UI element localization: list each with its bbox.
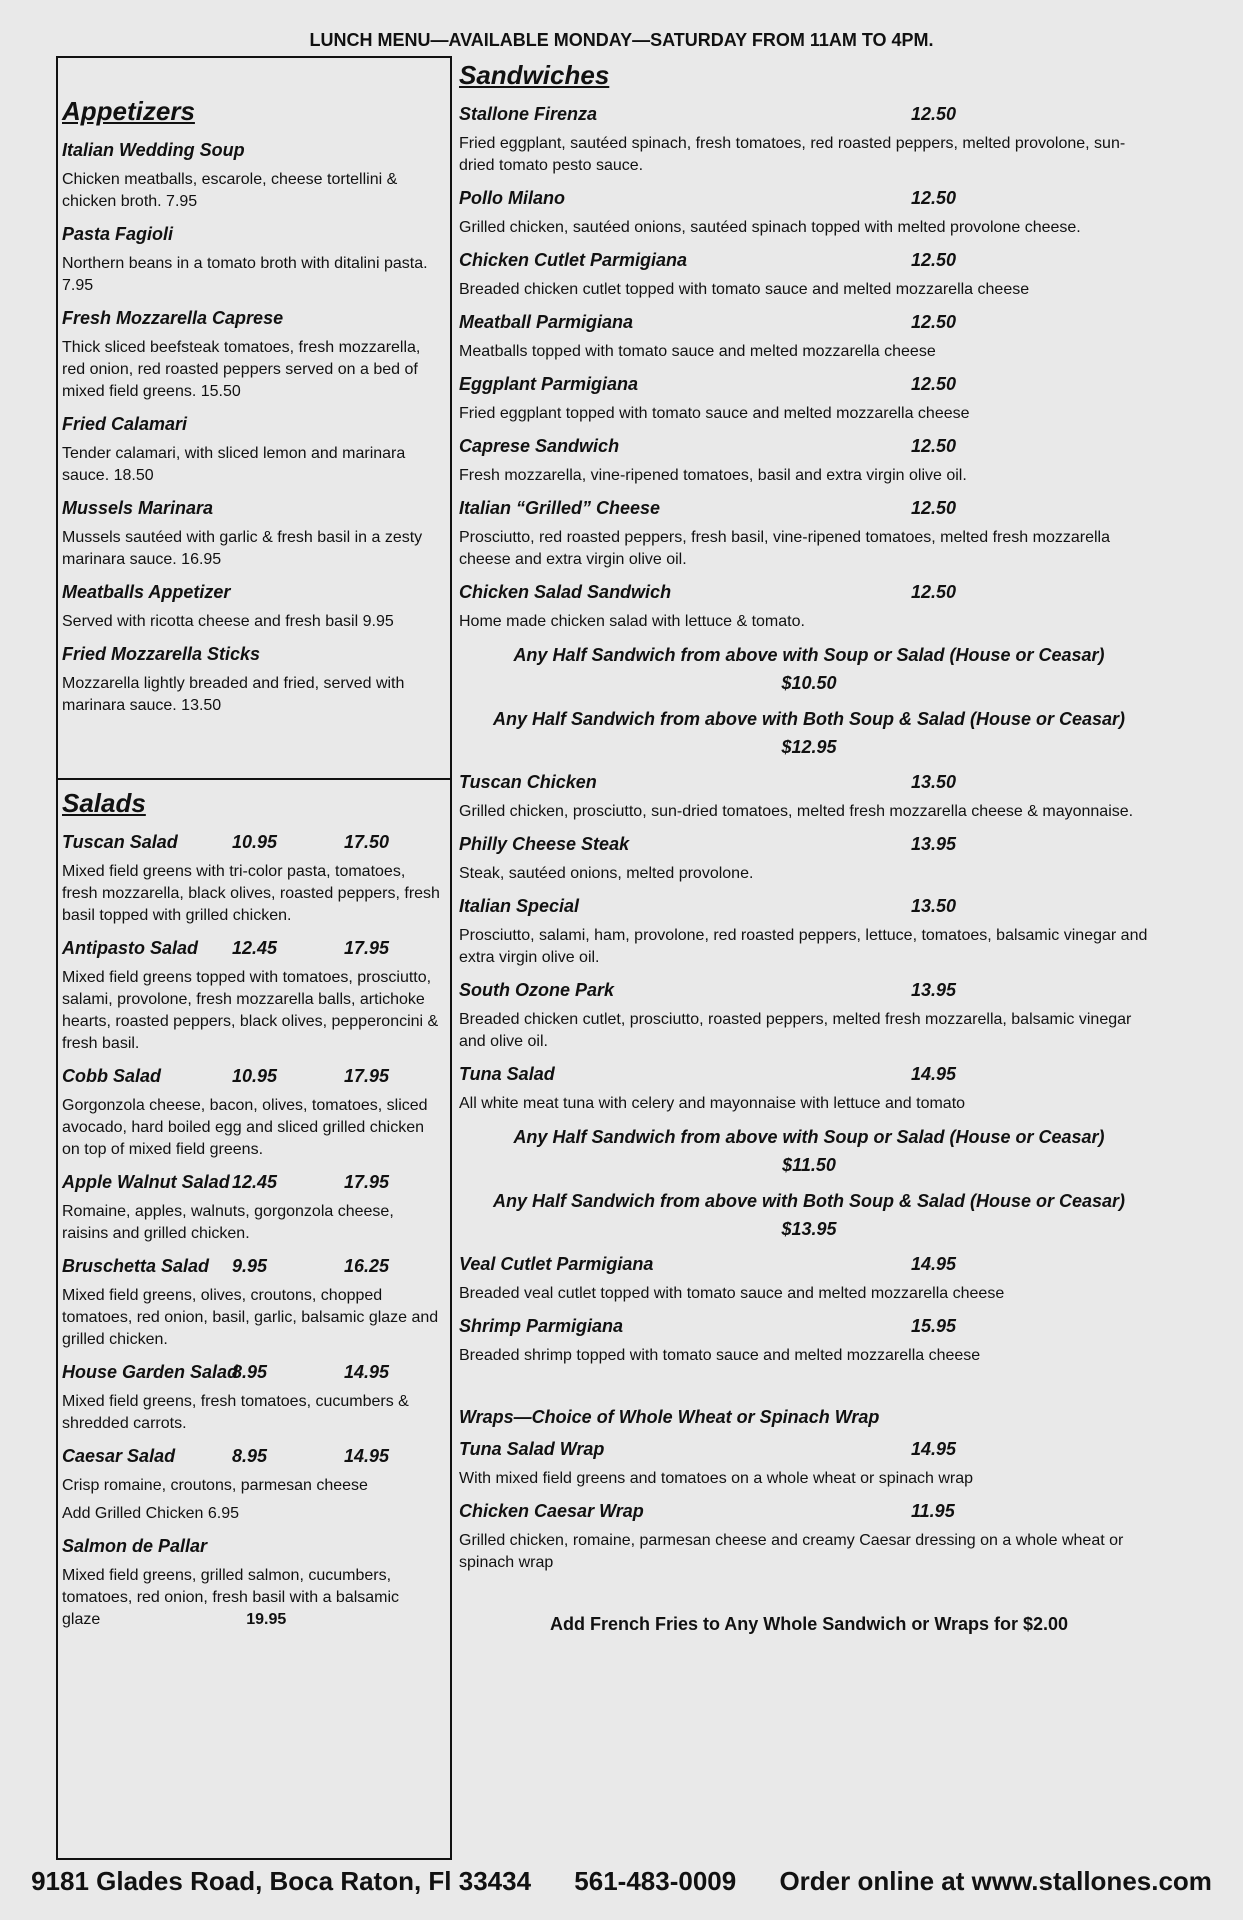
appetizer-item [62,411,442,487]
salad-item [62,829,442,927]
sandwich-group-1 [459,101,1159,633]
appetizer-list [62,137,442,717]
salad-price-small: 10.95 [232,1066,278,1086]
salad-price-large: 17.50 [344,832,390,852]
salad-item [62,1359,442,1435]
salad-header [62,935,442,961]
salmon-price: 19.95 [246,1611,287,1628]
sandwich-item [459,579,1159,633]
salad-name: Cobb Salad [62,1066,162,1086]
sandwich-item-price: 12.50 [911,188,957,208]
sandwich-item-desc: Breaded chicken cutlet, prosciutto, roasted peppers, melted fresh mozzarella, balsamic vinegar and olive oil. [459,1011,1132,1050]
salmon-name: Salmon de Pallar [62,1536,208,1556]
sandwich-item-header [459,977,1159,1003]
sandwich-item [459,495,1159,571]
salad-price-large: 17.95 [344,1172,390,1192]
salad-list [62,829,442,1497]
sandwich-item [459,101,1159,177]
sandwich-item [459,769,1159,823]
appetizer-item [62,305,442,403]
combo-half-both-2 [459,1187,1159,1243]
salad-price-large: 14.95 [344,1362,390,1382]
footer-online: Order online at www.stallones.com [779,1866,1212,1896]
combo-half-both-1 [459,705,1159,761]
salads-section [62,788,442,1631]
wraps-heading: Wraps—Choice of Whole Wheat or Spinach Wrap [459,1407,880,1427]
sandwich-item-desc: Steak, sautéed onions, melted provolone. [459,865,754,882]
salad-price-small: 8.95 [232,1362,268,1382]
sandwich-item-name: Pollo Milano [459,188,565,208]
sandwich-item-name: Meatball Parmigiana [459,312,634,332]
sandwich-group-3 [459,1251,1159,1367]
sandwich-item-header [459,495,1159,521]
salad-desc: Gorgonzola cheese, bacon, olives, tomatoes, sliced avocado, hard boiled egg and sliced grilled chicken on top of mixed field greens. [62,1097,428,1158]
sandwich-item-header [459,1313,1159,1339]
wrap-item-header [459,1436,1159,1462]
sandwich-item [459,1251,1159,1305]
sandwich-item-price: 12.50 [911,312,957,332]
combo-half-soup-1 [459,641,1159,697]
sandwich-item-price: 13.50 [911,772,957,792]
sandwich-item-header [459,579,1159,605]
sandwich-item [459,185,1159,239]
sandwich-item-name: South Ozone Park [459,980,615,1000]
combo-text: Any Half Sandwich from above with Both Soup & Salad (House or Ceasar) [492,1191,1126,1211]
appetizer-name: Fresh Mozzarella Caprese [62,308,284,328]
salad-name: Apple Walnut Salad [62,1172,230,1192]
sandwich-item-price: 12.50 [911,498,957,518]
sandwich-item [459,247,1159,301]
salad-name: Caesar Salad [62,1446,176,1466]
wrap-list [459,1436,1159,1574]
sandwich-item-header [459,1061,1159,1087]
salad-price-small: 8.95 [232,1446,268,1466]
salad-header [62,1443,442,1469]
sandwich-item [459,309,1159,363]
sandwich-item-name: Caprese Sandwich [459,436,620,456]
appetizer-desc: Mussels sautéed with garlic & fresh basil in a zesty marinara sauce. 16.95 [62,529,423,568]
salad-desc: Mixed field greens with tri-color pasta, tomatoes, fresh mozzarella, black olives, roasted peppers, fresh basil topped with grilled chicken. [62,863,440,924]
appetizer-desc: Mozzarella lightly breaded and fried, served with marinara sauce. 13.50 [62,675,405,714]
appetizer-name: Pasta Fagioli [62,224,174,244]
sandwich-item-price: 13.95 [911,834,957,854]
sandwich-item-price: 15.95 [911,1316,957,1336]
sandwich-item-desc: Prosciutto, salami, ham, provolone, red roasted peppers, lettuce, tomatoes, balsamic vinegar and extra virgin olive oil. [459,927,1148,966]
sandwich-item-price: 13.95 [911,980,957,1000]
combo-text: Any Half Sandwich from above with Both Soup & Salad (House or Ceasar) [492,709,1126,729]
sandwich-item-price: 13.50 [911,896,957,916]
sandwich-item-name: Shrimp Parmigiana [459,1316,624,1336]
salad-header [62,1169,442,1195]
salad-price-large: 16.25 [344,1256,390,1276]
menu-header: LUNCH MENU—AVAILABLE MONDAY—SATURDAY FROM 11AM TO 4PM. [309,30,934,50]
sandwich-item-price: 14.95 [911,1064,957,1084]
combo-half-soup-2 [459,1123,1159,1179]
sandwich-item-desc: All white meat tuna with celery and mayonnaise with lettuce and tomato [459,1095,966,1112]
section-title-appetizers: Appetizers [62,96,195,126]
sandwich-item-name: Italian “Grilled” Cheese [459,498,661,518]
sandwich-item-header [459,309,1159,335]
sandwich-item [459,831,1159,885]
wrap-item-price: 11.95 [911,1501,955,1521]
appetizer-desc: Thick sliced beefsteak tomatoes, fresh mozzarella, red onion, red roasted peppers served on a bed of mixed field greens. 15.50 [62,339,421,400]
sandwich-item-desc: Breaded chicken cutlet topped with tomato sauce and melted mozzarella cheese [459,281,1030,298]
sandwich-item-name: Italian Special [459,896,580,916]
sandwich-item [459,1061,1159,1115]
salad-price-large: 17.95 [344,1066,390,1086]
footer [0,1866,1243,1897]
appetizer-item [62,137,442,213]
appetizers-section [62,96,442,717]
sandwich-item-price: 12.50 [911,582,957,602]
sandwich-item-desc: Grilled chicken, prosciutto, sun-dried tomatoes, melted fresh mozzarella cheese & mayonnaise. [459,803,1134,820]
appetizer-desc: Tender calamari, with sliced lemon and marinara sauce. 18.50 [62,445,406,484]
sandwich-item-name: Tuna Salad [459,1064,555,1084]
section-divider [58,778,450,780]
appetizer-item [62,579,442,633]
combo-price: $13.95 [781,1219,837,1239]
salad-price-small: 10.95 [232,832,278,852]
sandwich-item-price: 12.50 [911,104,957,124]
sandwich-item-header [459,769,1159,795]
sandwich-item-header [459,893,1159,919]
sandwich-item-header [459,247,1159,273]
sandwich-item-name: Veal Cutlet Parmigiana [459,1254,654,1274]
salmon-desc-text: Mixed field greens, grilled salmon, cucumbers, tomatoes, red onion, fresh basil with a balsamic glaze [62,1567,400,1628]
sandwich-item-header [459,101,1159,127]
appetizer-name: Mussels Marinara [62,498,214,518]
appetizer-desc: Served with ricotta cheese and fresh basil 9.95 [62,613,394,630]
sandwich-item-desc: Home made chicken salad with lettuce & tomato. [459,613,805,630]
salad-item [62,1169,442,1245]
salad-name: Tuscan Salad [62,832,178,852]
appetizer-desc: Northern beans in a tomato broth with ditalini pasta. 7.95 [62,255,428,294]
salad-price-large: 14.95 [344,1446,390,1466]
sandwich-item-desc: Fried eggplant topped with tomato sauce and melted mozzarella cheese [459,405,970,422]
section-title-salads: Salads [62,788,146,818]
salmon-desc [62,1565,442,1631]
combo-price: $12.95 [781,737,837,757]
salad-name: Antipasto Salad [62,938,199,958]
sandwich-item [459,977,1159,1053]
combo-price: $11.50 [782,1155,836,1175]
salad-item [62,935,442,1055]
sandwich-item-header [459,371,1159,397]
salad-price-large: 17.95 [344,938,390,958]
sandwich-item [459,893,1159,969]
sandwich-item-price: 12.50 [911,250,957,270]
wrap-item-name: Tuna Salad Wrap [459,1439,605,1459]
section-title-sandwiches: Sandwiches [459,60,610,90]
sandwich-item-desc: Prosciutto, red roasted peppers, fresh basil, vine-ripened tomatoes, melted fresh mozzarella cheese and extra virgin olive oil. [459,529,1110,568]
sandwiches-section [459,60,1159,1635]
salad-item [62,1253,442,1351]
appetizer-desc: Chicken meatballs, escarole, cheese tortellini & chicken broth. 7.95 [62,171,398,210]
sandwich-item-desc: Meatballs topped with tomato sauce and melted mozzarella cheese [459,343,936,360]
sandwich-item-name: Chicken Cutlet Parmigiana [459,250,688,270]
wrap-item [459,1498,1159,1574]
sandwich-item [459,433,1159,487]
appetizer-name: Fried Mozzarella Sticks [62,644,261,664]
sandwich-item [459,1313,1159,1367]
footer-phone: 561-483-0009 [574,1866,737,1896]
sandwich-group-2 [459,769,1159,1115]
appetizer-item [62,495,442,571]
sandwich-item-name: Eggplant Parmigiana [459,374,639,394]
salad-header [62,1359,442,1385]
combo-text: Any Half Sandwich from above with Soup or Salad (House or Ceasar) [513,645,1105,665]
salad-header [62,1063,442,1089]
wrap-item-desc: With mixed field greens and tomatoes on a whole wheat or spinach wrap [459,1470,974,1487]
combo-price: $10.50 [781,673,837,693]
salad-item [62,1063,442,1161]
sandwich-item-price: 14.95 [911,1254,957,1274]
sandwich-item-price: 12.50 [911,374,957,394]
wrap-item-desc: Grilled chicken, romaine, parmesan cheese and creamy Caesar dressing on a whole wheat or spinach wrap [459,1532,1124,1571]
sandwich-item-desc: Fried eggplant, sautéed spinach, fresh tomatoes, red roasted peppers, melted provolone, sun-dried tomato pesto sauce. [459,135,1126,174]
salad-header [62,829,442,855]
sandwich-item-name: Philly Cheese Steak [459,834,630,854]
wrap-item-name: Chicken Caesar Wrap [459,1501,644,1521]
sandwich-item-header [459,185,1159,211]
salad-item [62,1443,442,1497]
wrap-item-header [459,1498,1159,1524]
appetizer-item [62,641,442,717]
appetizer-name: Fried Calamari [62,414,188,434]
caesar-addon: Add Grilled Chicken 6.95 [62,1505,239,1522]
salad-desc: Mixed field greens topped with tomatoes, prosciutto, salami, provolone, fresh mozzarella balls, artichoke hearts, roasted peppers, black olives, pepperoncini & fresh basil. [62,969,439,1052]
salad-header [62,1253,442,1279]
wrap-item-price: 14.95 [911,1439,957,1459]
sandwich-item-desc: Grilled chicken, sautéed onions, sautéed spinach topped with melted provolone cheese. [459,219,1081,236]
combo-text: Any Half Sandwich from above with Soup or Salad (House or Ceasar) [513,1127,1105,1147]
sandwich-item-price: 12.50 [911,436,957,456]
sandwich-item-header [459,1251,1159,1277]
sandwich-item-desc: Breaded veal cutlet topped with tomato sauce and melted mozzarella cheese [459,1285,1005,1302]
wrap-item [459,1436,1159,1490]
sandwich-item-header [459,831,1159,857]
sandwich-item-name: Tuscan Chicken [459,772,597,792]
salad-price-small: 12.45 [232,938,278,958]
footer-address: 9181 Glades Road, Boca Raton, Fl 33434 [31,1866,532,1896]
salad-price-small: 12.45 [232,1172,278,1192]
sandwich-item-name: Stallone Firenza [459,104,598,124]
salad-name: Bruschetta Salad [62,1256,210,1276]
appetizer-name: Meatballs Appetizer [62,582,231,602]
appetizer-item [62,221,442,297]
sandwich-item [459,371,1159,425]
salad-desc: Mixed field greens, fresh tomatoes, cucumbers & shredded carrots. [62,1393,409,1432]
salad-desc: Romaine, apples, walnuts, gorgonzola cheese, raisins and grilled chicken. [62,1203,394,1242]
sandwich-item-desc: Breaded shrimp topped with tomato sauce and melted mozzarella cheese [459,1347,981,1364]
sandwich-item-header [459,433,1159,459]
fries-note: Add French Fries to Any Whole Sandwich or Wraps for $2.00 [549,1614,1069,1634]
salad-name: House Garden Salad [62,1362,239,1382]
sandwich-item-desc: Fresh mozzarella, vine-ripened tomatoes, basil and extra virgin olive oil. [459,467,967,484]
salad-desc: Crisp romaine, croutons, parmesan cheese [62,1477,368,1494]
salad-price-small: 9.95 [232,1256,268,1276]
sandwich-item-name: Chicken Salad Sandwich [459,582,672,602]
appetizer-name: Italian Wedding Soup [62,140,245,160]
salad-desc: Mixed field greens, olives, croutons, chopped tomatoes, red onion, basil, garlic, balsamic glaze and grilled chicken. [62,1287,439,1348]
